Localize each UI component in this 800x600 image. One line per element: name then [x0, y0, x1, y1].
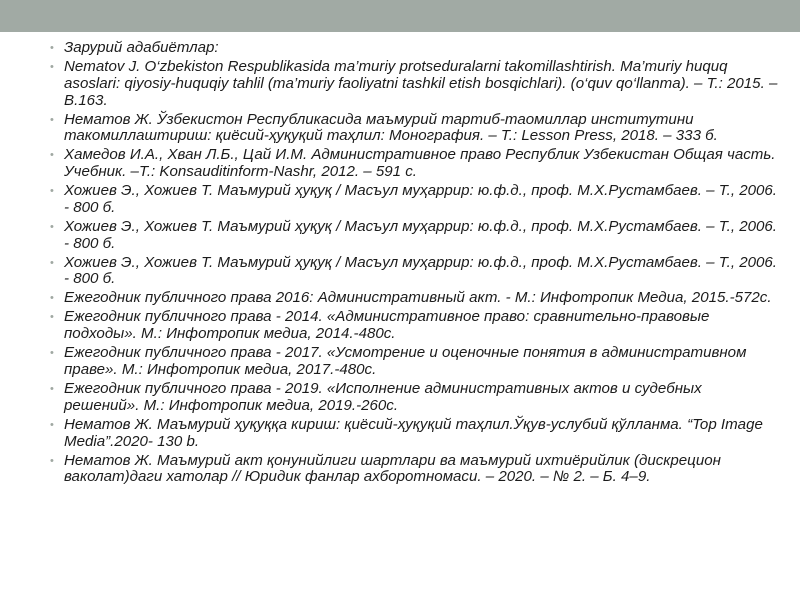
bullet-icon: •: [50, 149, 54, 162]
list-item: [50, 59, 780, 109]
list-item-text: Нематов Ж. Маъмурий ҳуқуққа кириш: қиёсий-ҳуқуқий таҳлил.Ўқув-услубий қўлланма. “Top Image Media”.2020- 130 b.: [64, 415, 763, 450]
bullet-icon: •: [50, 383, 54, 396]
list-item: [50, 453, 780, 487]
bullet-icon: •: [50, 292, 54, 305]
header-bar: [0, 0, 800, 32]
list-item-text: Ежегодник публичного права - 2017. «Усмотрение и оценочные понятия в административном праве». М.: Инфотропик медиа, 2017.-480с.: [64, 344, 747, 379]
list-item-text: Ежегодник публичного права - 2014. «Административное право: сравнительно-правовые подходы». М.: Инфотропик медиа, 2014.-480с.: [64, 308, 710, 343]
list-item-text: Хожиев Э., Хожиев Т. Маъмурий ҳуқуқ / Масъул муҳаррир: ю.ф.д., проф. М.Х.Рустамбаев. – Т., 2006. - 800 б.: [64, 217, 777, 252]
list-item: [50, 183, 780, 217]
bullet-icon: •: [50, 113, 54, 126]
list-item-text: Хожиев Э., Хожиев Т. Маъмурий ҳуқуқ / Масъул муҳаррир: ю.ф.д., проф. М.Х.Рустамбаев. – Т., 2006. - 800 б.: [64, 182, 777, 216]
list-item: [50, 40, 780, 57]
list-item-text: Nematov J. O‘zbekiston Respublikasida ma’muriy protseduralarni takomillashtirish. Ma’muriy huquq asoslari: qiyosiy-huquqiy tahlil (ma’muriy faoliyatni tashkil etish bosqichlari). (o‘quv qo‘llanma). – T.: 2015. – B.163.: [64, 57, 778, 109]
list-item-text: Хожиев Э., Хожиев Т. Маъмурий ҳуқуқ / Масъул муҳаррир: ю.ф.д., проф. М.Х.Рустамбаев. – Т., 2006. - 800 б.: [64, 253, 777, 288]
list-item: [50, 345, 780, 379]
list-item-text: Нематов Ж. Ўзбекистон Республикасида маъмурий тартиб-таомиллар институтини такомиллаштириш: қиёсий-ҳуқуқий таҳлил: Монография. – Т.: Lesson Press, 2018. – 333 б.: [64, 110, 718, 145]
list-item: [50, 219, 780, 253]
list-item-text: Нематов Ж. Маъмурий акт қонунийлиги шартлари ва маъмурий ихтиёрийлик (дискрецион ваколат)даги хатолар // Юридик фанлар ахборотномаси. – 2020. – № 2. – Б. 4–9.: [64, 451, 721, 486]
bullet-icon: •: [50, 256, 54, 269]
list-item: [50, 147, 780, 181]
bibliography-section: [50, 40, 780, 488]
list-item-text: Хамедов И.А., Хван Л.Б., Цай И.М. Административное право Республик Узбекистан Общая часть. Учебник. –Т.: Konsauditinform-Nashr, 2012. – 591 с.: [64, 146, 776, 181]
bullet-icon: •: [50, 311, 54, 324]
bullet-icon: •: [50, 60, 54, 73]
bullet-icon: •: [50, 347, 54, 360]
list-item: [50, 290, 780, 307]
bullet-icon: •: [50, 220, 54, 233]
list-item: [50, 309, 780, 343]
list-item: [50, 417, 780, 451]
list-item: [50, 112, 780, 146]
bullet-icon: •: [50, 185, 54, 198]
list-item-text: Зарурий адабиётлар:: [64, 39, 219, 56]
bullet-icon: •: [50, 42, 54, 54]
list-item-text: Ежегодник публичного права - 2019. «Исполнение административных актов и судебных решений». М.: Инфотропик медиа, 2019.-260с.: [64, 380, 702, 414]
list-item: [50, 255, 780, 289]
bullet-icon: •: [50, 454, 54, 467]
bibliography-list: [50, 40, 780, 486]
list-item: [50, 381, 780, 415]
list-item-text: Ежегодник публичного права 2016: Административный акт. - М.: Инфотропик Медиа, 2015.-572с.: [64, 289, 772, 307]
bullet-icon: •: [50, 418, 54, 431]
